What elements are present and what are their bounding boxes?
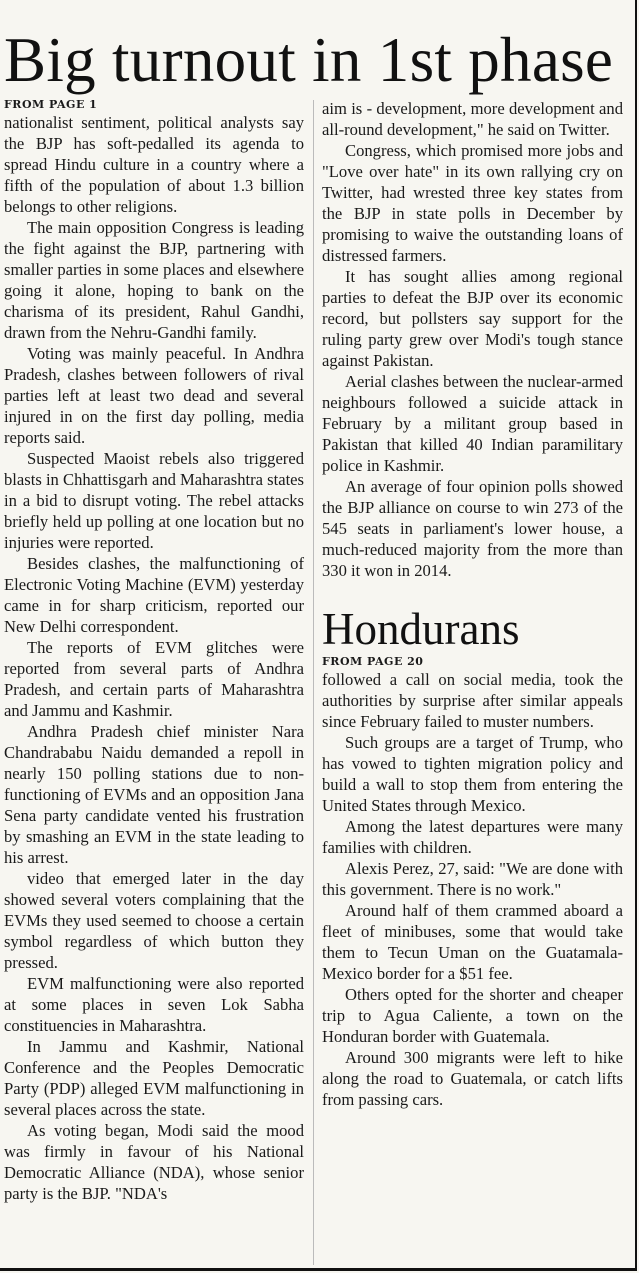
paragraph: Voting was mainly peaceful. In Andhra Pradesh, clashes between followers of rival parties left at least two dead and several injured in on the first day polling, media reports said. bbox=[4, 344, 304, 447]
paragraph: Congress, which promised more jobs and "Love over hate" in its own rallying cry on Twitter, had wrested three key states from the BJP in state polls in December by promising to waive the outstanding loans of distressed farmers. bbox=[322, 141, 623, 265]
paragraph: The main opposition Congress is leading the fight against the BJP, partnering with smaller parties in some places and elsewhere going it alone, hoping to bank on the charisma of its president, Rahul Gandhi, drawn from the Nehru-Gandhi family. bbox=[4, 218, 304, 342]
paragraph: Such groups are a target of Trump, who has vowed to tighten migration policy and build a wall to stop them from entering the United States through Mexico. bbox=[322, 733, 623, 815]
second-story-headline: Hondurans bbox=[322, 604, 520, 654]
left-column bbox=[4, 98, 304, 1204]
paragraph: The reports of EVM glitches were reported from several parts of Andhra Pradesh, and certain parts of Maharashtra and Jammu and Kashmir. bbox=[4, 638, 304, 720]
paragraph: Alexis Perez, 27, said: "We are done with this government. There is no work." bbox=[322, 859, 623, 899]
paragraph: video that emerged later in the day showed several voters complaining that the EVMs they used seemed to choose a certain symbol regardless of which button they pressed. bbox=[4, 869, 304, 972]
paragraph: In Jammu and Kashmir, National Conference and the Peoples Democratic Party (PDP) alleged EVM malfunctioning in several places across the state. bbox=[4, 1037, 304, 1119]
paragraph: Andhra Pradesh chief minister Nara Chandrababu Naidu demanded a repoll in nearly 150 polling stations due to non-functioning of EVMs and an opposition Jana Sena party candidate vented his frustration by smashing an EVM in the state leading to his arrest. bbox=[4, 722, 304, 867]
paragraph: Aerial clashes between the nuclear-armed neighbours followed a suicide attack in February by a militant group based in Pakistan that killed 40 Indian paramilitary police in Kashmir. bbox=[322, 372, 623, 475]
paragraph: As voting began, Modi said the mood was firmly in favour of his National Democratic Alliance (NDA), whose senior party is the BJP. "NDA's bbox=[4, 1121, 304, 1203]
paragraph: Others opted for the shorter and cheaper trip to Agua Caliente, a town on the Honduran border with Guatemala. bbox=[322, 985, 623, 1046]
paragraph: Among the latest departures were many families with children. bbox=[322, 817, 623, 857]
right-column bbox=[322, 98, 623, 1110]
second-story-jump-line: FROM PAGE 20 bbox=[322, 655, 424, 668]
paragraph: Around half of them crammed aboard a fleet of minibuses, some that would take them to Tecun Uman on the Guatamala-Mexico border for a $51 fee. bbox=[322, 901, 623, 983]
column-divider bbox=[313, 100, 314, 1265]
paragraph: Besides clashes, the malfunctioning of Electronic Voting Machine (EVM) yesterday came in for sharp criticism, reported our New Delhi correspondent. bbox=[4, 554, 304, 636]
jump-line: FROM PAGE 1 bbox=[4, 98, 98, 111]
paragraph: An average of four opinion polls showed the BJP alliance on course to win 273 of the 545 seats in parliament's lower house, a much-reduced majority from the more than 330 it won in 2014. bbox=[322, 477, 623, 580]
paragraph: nationalist sentiment, political analysts say the BJP has soft-pedalled its agenda to spread Hindu culture in a country where a fifth of the population of about 1.3 billion belongs to other religions. bbox=[4, 113, 304, 216]
paragraph: followed a call on social media, took the authorities by surprise after similar appeals since February failed to muster numbers. bbox=[322, 670, 623, 731]
paragraph: EVM malfunctioning were also reported at some places in seven Lok Sabha constituencies in Maharashtra. bbox=[4, 974, 304, 1035]
paragraph: It has sought allies among regional parties to defeat the BJP over its economic record, but pollsters say support for the ruling party grew over Modi's tough stance against Pakistan. bbox=[322, 267, 623, 370]
paragraph: Suspected Maoist rebels also triggered blasts in Chhattisgarh and Maharashtra states in a bid to disrupt voting. The rebel attacks briefly held up polling at one location but no injuries were reported. bbox=[4, 449, 305, 552]
paragraph: Around 300 migrants were left to hike along the road to Guatemala, or catch lifts from passing cars. bbox=[322, 1048, 623, 1109]
main-headline: Big turnout in 1st phase bbox=[4, 25, 614, 95]
paragraph: aim is - development, more development and all-round development," he said on Twitter. bbox=[322, 99, 623, 139]
